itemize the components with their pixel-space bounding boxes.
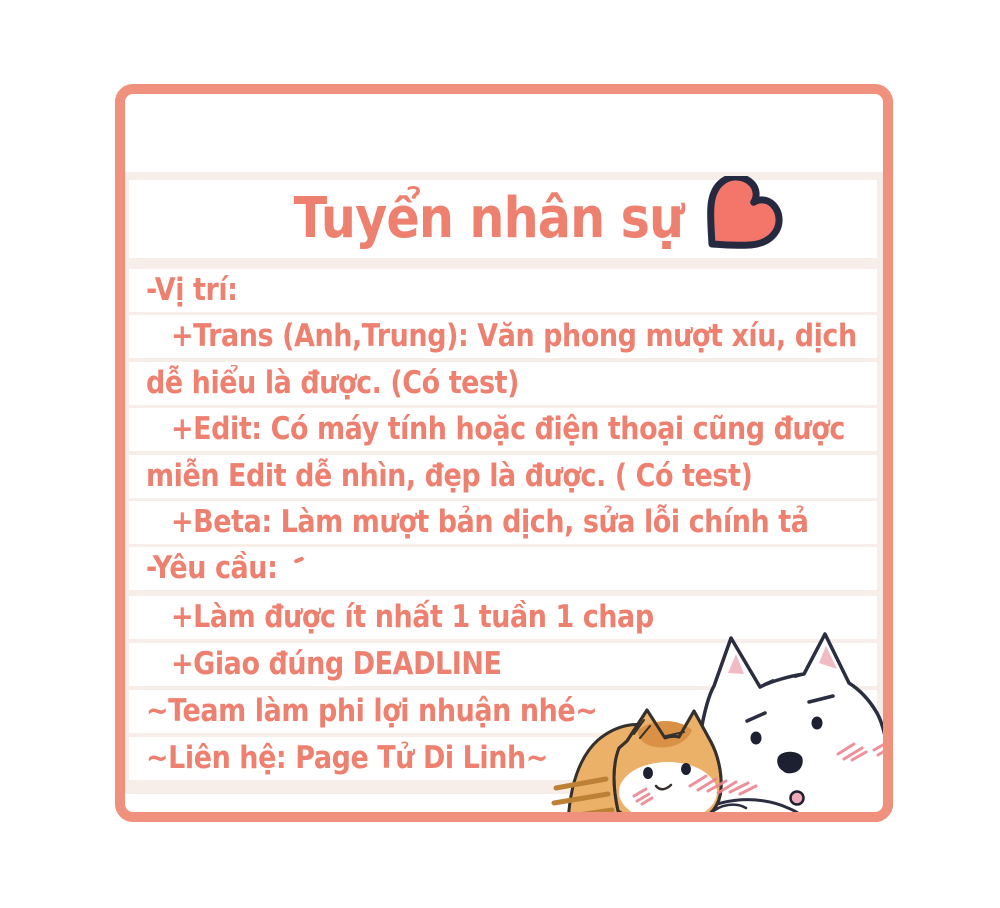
line-nonprofit-note: ~Team làm phi lợi nhuận nhé~ <box>129 690 877 733</box>
poster-frame <box>115 84 893 822</box>
line-beta-role: +Beta: Làm mượt bản dịch, sửa lỗi chính tả <box>129 501 877 544</box>
dog-eye-right <box>812 717 823 730</box>
dog-eye-left <box>751 732 762 745</box>
line-vi-tri: -Vị trí: <box>129 269 877 312</box>
line-trans-role-cont: dễ hiểu là được. (Có test) <box>129 362 877 405</box>
line-requirement-frequency: +Làm được ít nhất 1 tuần 1 chap <box>129 596 877 639</box>
cat-eye-left <box>643 767 653 779</box>
line-edit-role: +Edit: Có máy tính hoặc điện thoại cũng được <box>129 408 877 451</box>
cat-illustration <box>554 710 721 822</box>
cat-eye-right <box>681 763 691 775</box>
line-yeu-cau: -Yêu cầu: <box>129 547 877 590</box>
line-requirement-deadline: +Giao đúng DEADLINE <box>129 643 877 686</box>
poster-title-text: Tuyển nhân sự <box>293 186 683 251</box>
mascots-illustration <box>550 590 893 822</box>
line-contact: ~Liên hệ: Page Tử Di Linh~ <box>129 737 877 780</box>
heart-icon <box>685 176 787 268</box>
line-edit-role-cont: miễn Edit dễ nhìn, đẹp là được. ( Có test) <box>129 455 877 498</box>
line-trans-role: +Trans (Anh,Trung): Văn phong mượt xíu, dịch <box>129 315 877 358</box>
dog-mouth <box>791 792 804 805</box>
